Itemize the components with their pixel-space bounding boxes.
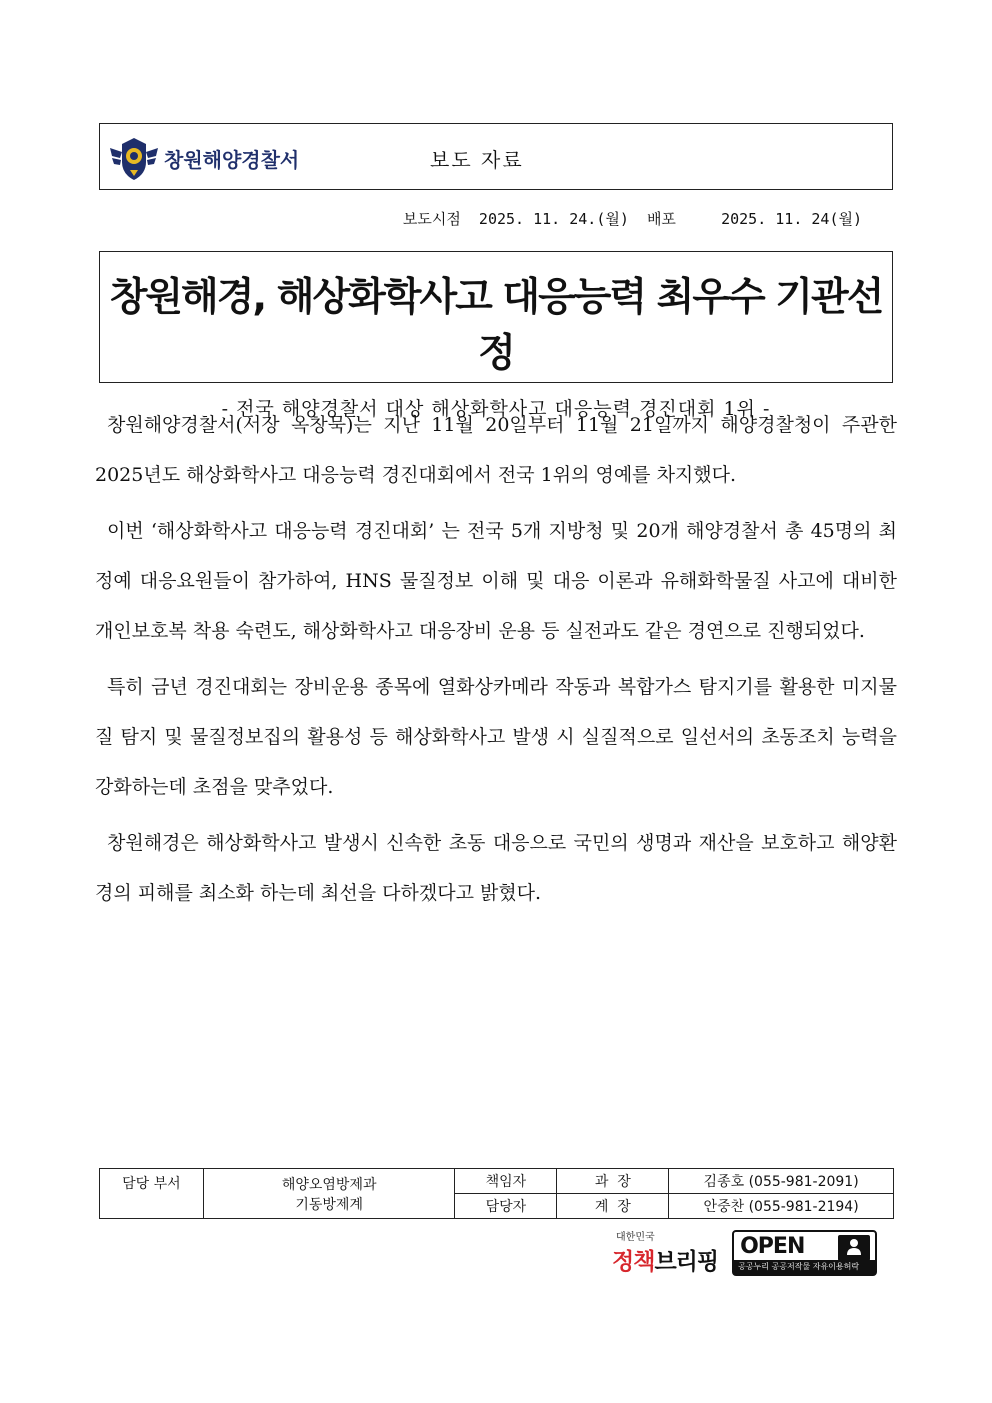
dept-name (203, 1169, 455, 1219)
dept-label: 담당 부서 (100, 1169, 204, 1219)
role-cell: 책임자 (455, 1169, 557, 1194)
policy-briefing-logo (612, 1228, 718, 1276)
agency-name: 창원해양경찰서 (164, 147, 300, 172)
doc-type-label: 보도 자료 (430, 148, 524, 172)
role-cell: 담당자 (455, 1194, 557, 1219)
agency-logo (108, 134, 299, 182)
briefing-small-text: 대한민국 (616, 1232, 655, 1243)
person-cell: 김종호 (055-981-2091) (669, 1169, 894, 1194)
body-paragraph: 창원해양경찰서(서장 옥창묵)는 지난 11월 20일부터 11월 21일까지 해양경찰청이 주관한 2025년도 해상화학사고 대응능력 경진대회에서 전국 1위의 영예를 차지했다. (95, 414, 897, 486)
body-paragraph: 특히 금년 경진대회는 장비운용 종목에 열화상카메라 작동과 복합가스 탐지기를 활용한 미지물질 탐지 및 물질정보집의 활용성 등 해상화학사고 발생 시 실질적으로 일선서의 초동조치 능력을 강화하는데 초점을 맞추었다. (95, 676, 897, 798)
body-text (95, 400, 897, 924)
body-paragraph: 창원해경은 해상화학사고 발생시 신속한 초동 대응으로 국민의 생명과 재산을 보호하고 해양환경의 피해를 최소화 하는데 최선을 다하겠다고 밝혔다. (95, 832, 897, 904)
body-paragraph: 이번 ‘해상화학사고 대응능력 경진대회’ 는 전국 5개 지방청 및 20개 해양경찰서 총 45명의 최정예 대응요원들이 참가하여, HNS 물질정보 이해 및 대응 이론과 유해화학물질 사고에 대비한 개인보호복 착용 숙련도, 해상화학사고 대응장비 운용 등 실전과도 같은 경연으로 진행되었다. (95, 520, 897, 642)
footer-brands (612, 1228, 877, 1276)
main-title: 창원해경, 해상화학사고 대응능력 최우수 기관선정 (109, 275, 883, 376)
briefing-red-text: 정책 (612, 1249, 655, 1275)
sub-title: - 전국 해양경찰서 대상 해상화학사고 대응능력 경진대회 1위 - (221, 398, 771, 420)
attribution-person-icon (838, 1235, 870, 1261)
title-box (99, 251, 893, 420)
kogl-open-badge (732, 1230, 877, 1276)
position-cell: 계 장 (557, 1194, 669, 1219)
dept-line: 기동방제계 (295, 1196, 363, 1213)
release-info: 보도시점 2025. 11. 24.(월) 배포 2025. 11. 24(월) (402, 210, 862, 228)
coast-guard-emblem-icon (108, 134, 160, 182)
contact-table (99, 1168, 894, 1219)
person-cell: 안중찬 (055-981-2194) (669, 1194, 894, 1219)
briefing-black-text: 브리핑 (654, 1249, 719, 1275)
dept-line: 해양오염방제과 (281, 1176, 377, 1193)
open-word: OPEN (740, 1233, 805, 1259)
header-box (99, 123, 893, 190)
open-caption: 공공누리 공공저작물 자유이용허락 (734, 1260, 875, 1274)
position-cell: 과 장 (557, 1169, 669, 1194)
briefing-big-text (612, 1243, 718, 1276)
